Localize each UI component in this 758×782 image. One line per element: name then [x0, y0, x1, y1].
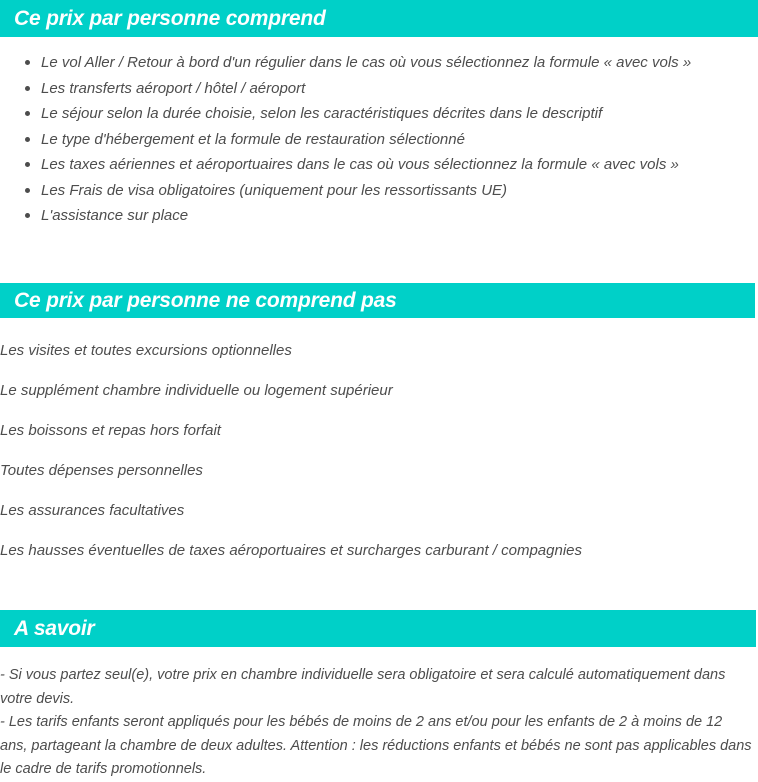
bullet-icon	[25, 213, 30, 218]
list-item-label: Les assurances facultatives	[0, 501, 185, 519]
notice-paragraph: - Les tarifs enfants seront appliqués pour les bébés de moins de 2 ans et/ou pour les enfants de 2 à moins de 12 ans, partageant la chambre de deux adultes. Attention : les réductions enfants et bébés ne sont pas applicables dans le cadre de tarifs promotionnels.	[0, 714, 752, 777]
list-item	[0, 178, 758, 204]
bullet-icon	[25, 60, 30, 65]
list-item	[0, 330, 758, 370]
list-item-label: Toutes dépenses personnelles	[0, 461, 203, 479]
list-item	[0, 370, 758, 410]
bullet-icon	[25, 162, 30, 167]
list-item-label: Les visites et toutes excursions optionnelles	[0, 341, 292, 359]
bullet-icon	[25, 188, 30, 193]
list-item	[0, 410, 758, 450]
list-item	[0, 450, 758, 490]
bullet-icon	[25, 111, 30, 116]
list-item-label: Le séjour selon la durée choisie, selon les caractéristiques décrites dans le descriptif	[41, 105, 603, 123]
list-item	[0, 101, 758, 127]
notice-paragraphs	[0, 664, 752, 782]
section-title-included: Ce prix par personne comprend	[14, 7, 326, 30]
section-header-notice	[0, 610, 756, 647]
list-item-label: Le type d'hébergement et la formule de restauration sélectionné	[41, 130, 465, 148]
list-item	[0, 530, 758, 570]
list-item-label: Les boissons et repas hors forfait	[0, 421, 221, 439]
list-item	[0, 127, 758, 153]
list-item	[0, 203, 758, 229]
excluded-items-list	[0, 330, 758, 570]
list-item-label: Le supplément chambre individuelle ou logement supérieur	[0, 381, 393, 399]
list-item-label: Le vol Aller / Retour à bord d'un régulier dans le cas où vous sélectionnez la formule « avec vols »	[41, 54, 692, 72]
included-items-list	[0, 50, 758, 229]
section-header-included	[0, 0, 758, 37]
list-item-label: Les Frais de visa obligatoires (uniquement pour les ressortissants UE)	[41, 181, 508, 199]
list-item-label: Les taxes aériennes et aéroportuaires dans le cas où vous sélectionnez la formule « avec vols »	[41, 156, 679, 174]
list-item-label: Les hausses éventuelles de taxes aéroportuaires et surcharges carburant / compagnies	[0, 541, 583, 559]
notice-paragraph: - Si vous partez seul(e), votre prix en chambre individuelle sera obligatoire et sera calculé automatiquement dans votre devis.	[0, 667, 726, 707]
list-item	[0, 50, 758, 76]
bullet-icon	[25, 137, 30, 142]
list-item-label: Les transferts aéroport / hôtel / aéroport	[41, 79, 306, 97]
section-header-excluded	[0, 283, 755, 318]
section-title-notice: A savoir	[14, 617, 95, 640]
list-item	[0, 76, 758, 102]
bullet-icon	[25, 86, 30, 91]
list-item	[0, 490, 758, 530]
section-title-excluded: Ce prix par personne ne comprend pas	[14, 289, 397, 312]
list-item-label: L'assistance sur place	[41, 207, 189, 225]
list-item	[0, 152, 758, 178]
